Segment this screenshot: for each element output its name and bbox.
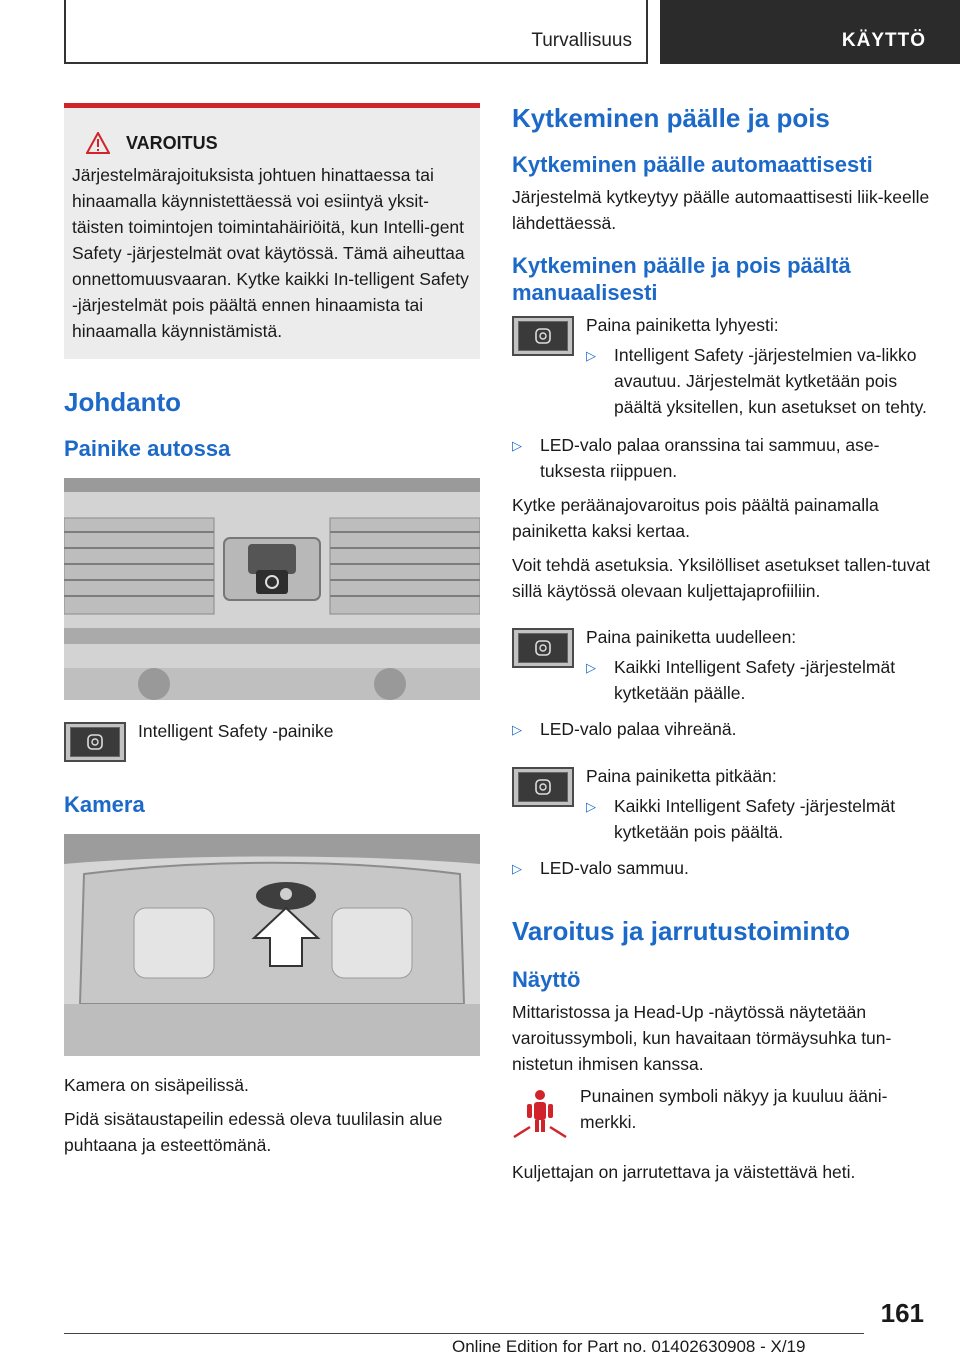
camera-clean-text: Pidä sisätaustapeilin edessä oleva tuulilasin alue puhtaana ja esteettömänä. [64, 1109, 443, 1155]
warning-title-text: VAROITUS [126, 132, 218, 153]
dashboard-illustration [64, 478, 480, 700]
auto-text: Järjestelmä kytkeytyy päälle automaattisesti liik-keelle lähdettäessä. [512, 187, 930, 233]
dashboard-button-photo [64, 478, 480, 700]
bullet-item [586, 793, 932, 845]
footer-edition: Online Edition for Part no. 01402630908 - X/19 [452, 1337, 806, 1356]
press-long-row [512, 767, 932, 845]
bullet-item [586, 654, 932, 706]
header-section-box [64, 0, 648, 64]
switch-heading: Kytkeminen päälle ja pois [512, 103, 830, 133]
red-symbol-row [512, 1087, 932, 1139]
press-long-bullet-2: LED-valo sammuu. [540, 858, 689, 878]
left-column [64, 103, 480, 1158]
display-text: Mittaristossa ja Head-Up -näytössä näytetään varoitussymboli, kun havaitaan törmäysuhka tun-nistetun ihmisen kanssa. [512, 1002, 892, 1074]
press-short-row [512, 316, 932, 420]
bullet-triangle-icon: ▷ [512, 438, 522, 453]
press-again-text: Paina painiketta uudelleen: [586, 627, 797, 647]
camera-heading: Kamera [64, 792, 145, 817]
pedestrian-warning-icon [512, 1087, 568, 1139]
button-heading: Painike autossa [64, 436, 231, 461]
bullet-item [512, 432, 932, 484]
reverse-warning-text: Kytke peräänajovaroitus pois päältä painamalla painiketta kaksi kertaa. [512, 495, 879, 541]
bullet-item [586, 342, 932, 420]
bullet-triangle-icon: ▷ [512, 861, 522, 876]
press-again-row [512, 628, 932, 706]
header-chapter-tab [660, 0, 960, 64]
press-long-text: Paina painiketta pitkään: [586, 766, 777, 786]
intelligent-safety-button-icon [512, 316, 574, 356]
camera-photo [64, 834, 480, 1056]
intelligent-safety-button-icon [512, 628, 574, 668]
bullet-triangle-icon: ▷ [586, 799, 596, 814]
warning-title [86, 132, 472, 154]
warning-triangle-icon [86, 132, 110, 154]
bullet-item [512, 855, 932, 882]
intelligent-safety-button-icon [64, 722, 126, 762]
settings-text: Voit tehdä asetuksia. Yksilölliset asetukset tallen-tuvat sillä käytössä olevaan kuljettajaprofiiliin. [512, 555, 930, 601]
warning-box [64, 103, 480, 359]
bullet-item [512, 716, 932, 743]
press-short-text: Paina painiketta lyhyesti: [586, 315, 779, 335]
press-short-bullet-1: Intelligent Safety -järjestelmien va-likko avautuu. Järjestelmät kytketään pois päältä yksitellen, kun asetukset on tehty. [614, 345, 927, 417]
windshield-illustration [64, 834, 480, 1056]
red-symbol-text: Punainen symboli näkyy ja kuuluu ääni-merkki. [580, 1086, 888, 1132]
header-section-title: Turvallisuus [531, 30, 632, 51]
camera-location-text: Kamera on sisäpeilissä. [64, 1075, 249, 1095]
header-chapter-label: KÄYTTÖ [841, 30, 926, 51]
press-again-bullet-2: LED-valo palaa vihreänä. [540, 719, 737, 739]
auto-heading: Kytkeminen päälle automaattisesti [512, 152, 873, 177]
bullet-triangle-icon: ▷ [512, 722, 522, 737]
intro-heading: Johdanto [64, 387, 181, 417]
display-heading: Näyttö [512, 967, 581, 992]
bullet-triangle-icon: ▷ [586, 660, 596, 675]
button-caption: Intelligent Safety -painike [138, 721, 334, 741]
page-number: 161 [880, 1298, 924, 1328]
bullet-triangle-icon: ▷ [586, 348, 596, 363]
footer-divider [64, 1333, 864, 1334]
right-column [512, 103, 932, 1185]
warning-braking-heading: Varoitus ja jarrutustoiminto [512, 916, 851, 946]
brake-text: Kuljettajan on jarrutettava ja väistettävä heti. [512, 1162, 856, 1182]
button-caption-row [64, 722, 480, 762]
warning-text: Järjestelmärajoituksista johtuen hinattaessa tai hinaamalla käynnistettäessä voi esiintyä yksit-täisten toimintojen toimintahäiriöitä, kun Intelli-gent Safety -järjestelmät ovat käytössä. Tämä aiheuttaa onnettomuusvaaran. Kytke kaikki In-telligent Safety -järjestelmät pois päältä ennen hinaamista tai hinaamalla käynnistämistä. [72, 165, 469, 341]
press-long-bullet-1: Kaikki Intelligent Safety -järjestelmät kytketään pois päältä. [614, 796, 896, 842]
press-again-bullet-1: Kaikki Intelligent Safety -järjestelmät kytketään päälle. [614, 657, 896, 703]
manual-heading: Kytkeminen päälle ja pois päältä manuaalisesti [512, 253, 851, 305]
press-short-bullet-2: LED-valo palaa oranssina tai sammuu, ase-tuksesta riippuen. [540, 435, 880, 481]
intelligent-safety-button-icon [512, 767, 574, 807]
